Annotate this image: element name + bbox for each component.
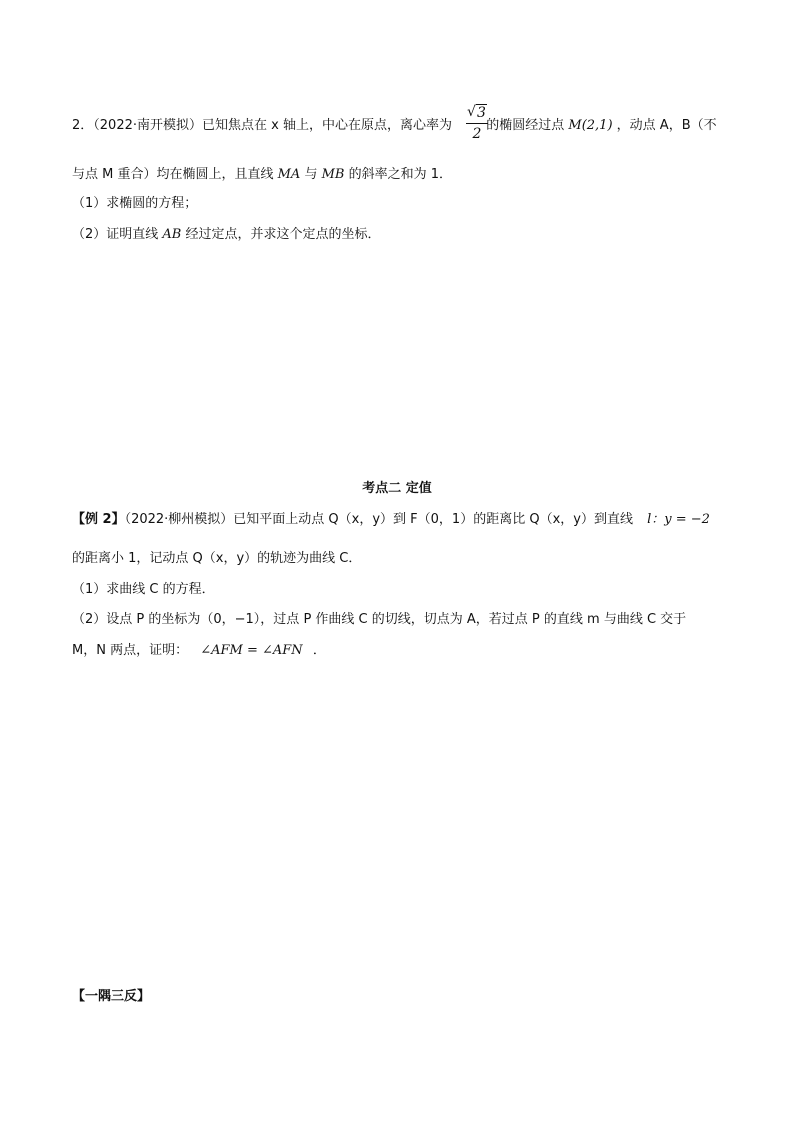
sqrt-symbol: [467, 104, 487, 122]
radicand: 3: [477, 105, 486, 121]
denominator: 2: [472, 126, 482, 142]
point-m: M(2,1): [568, 118, 613, 133]
example-tag: 【例 2】: [72, 512, 125, 527]
fraction-bar: [466, 123, 488, 124]
q2-line1: [72, 117, 717, 135]
practice-label: 【一隅三反】: [72, 989, 151, 1004]
line-ab: AB: [162, 227, 182, 242]
ex2-text: （2022·柳州模拟）已知平面上动点 Q（x，y）到 F（0，1）的距离比 Q（x，y）到直线: [124, 512, 633, 527]
line-l-equation: l：y = −2: [647, 512, 710, 527]
section-title: 考点二 定值: [362, 481, 432, 496]
line-ma: MA: [277, 167, 301, 182]
ex2-part1: （1）求曲线 C 的方程．: [72, 582, 215, 597]
q2-text: （2）证明直线: [72, 227, 159, 242]
q2-text: 与点 M 重合）均在椭圆上，且直线: [72, 167, 274, 182]
q2-text: 2．（2022·南开模拟）已知焦点在 x 轴上，中心在原点，离心率为: [72, 118, 452, 133]
q2-line2: [72, 166, 452, 184]
q2-text: 的斜率之和为 1．: [348, 167, 453, 182]
q2-text: ，动点 A，B（不: [616, 118, 717, 133]
angle-equation: ∠AFM = ∠AFN: [200, 643, 303, 658]
ex2-part2-line2: [72, 642, 326, 660]
q2-part2: [72, 226, 381, 244]
eccentricity-fraction: [466, 104, 488, 143]
q2-text: 的椭圆经过点: [486, 118, 565, 133]
ex2-text: M，N 两点，证明：: [72, 643, 189, 658]
line-mb: MB: [321, 167, 345, 182]
q2-part1: （1）求椭圆的方程；: [72, 196, 198, 211]
q2-text: 与: [304, 167, 318, 182]
ex2-text: ．: [312, 643, 326, 658]
ex2-part2-line1: （2）设点 P 的坐标为（0，−1），过点 P 作曲线 C 的切线，切点为 A，若过点 P 的直线 m 与曲线 C 交于: [72, 612, 687, 627]
ex2-line1: [72, 511, 710, 529]
q2-text: 经过定点，并求这个定点的坐标．: [185, 227, 381, 242]
ex2-line2: 的距离小 1，记动点 Q（x，y）的轨迹为曲线 C．: [72, 551, 362, 566]
